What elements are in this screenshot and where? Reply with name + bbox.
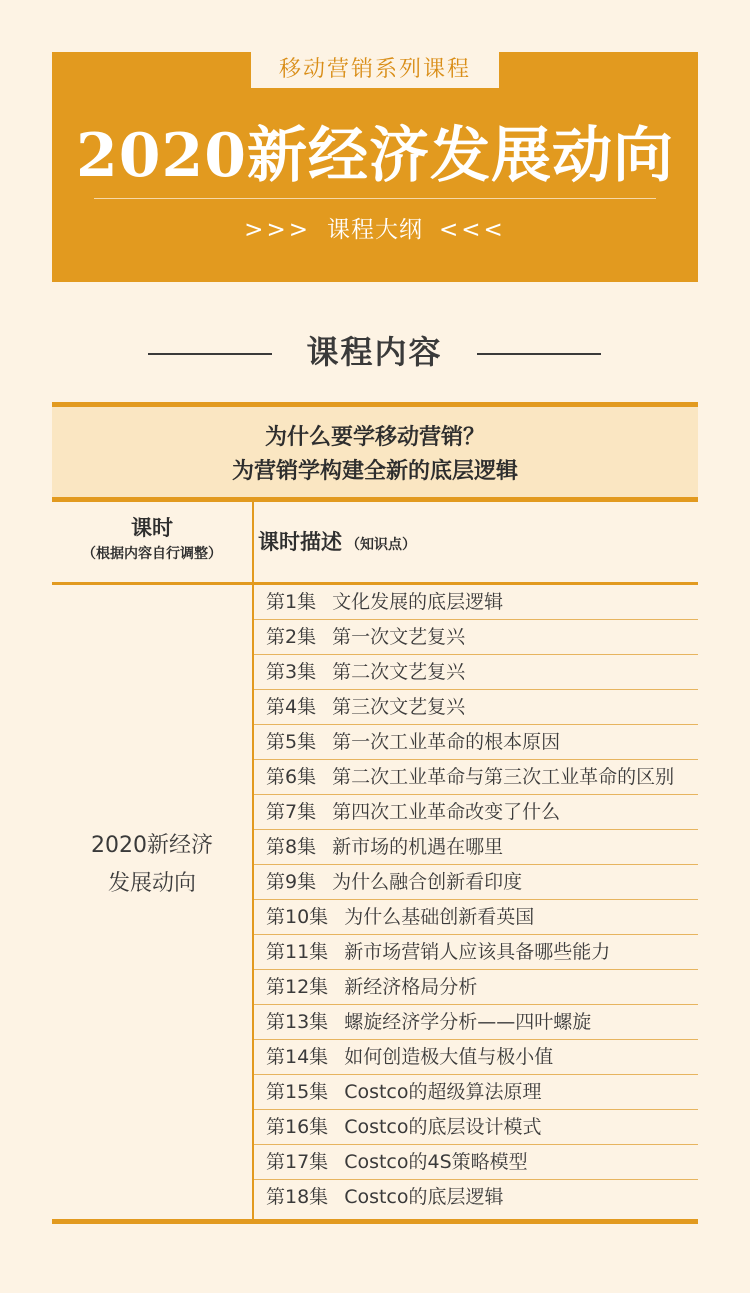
lesson-episode: 第12集 [266,976,329,998]
lesson-episode: 第9集 [266,871,317,893]
header-lesson-label: 课时 [131,516,173,540]
lesson-row [254,900,698,935]
header-description-column [258,502,688,582]
lesson-row [254,690,698,725]
lesson-row [254,585,698,620]
subtitle-text: 课程大纲 [327,217,423,243]
lesson-row [254,970,698,1005]
left-arrows: >>> [244,217,311,243]
lesson-row [254,1075,698,1110]
lesson-row [254,620,698,655]
table-bottom-rule [52,1219,698,1224]
lesson-title: Costco的底层设计模式 [344,1116,542,1138]
lesson-episode: 第1集 [266,591,317,613]
lesson-row [254,1005,698,1040]
lesson-title: 新市场营销人应该具备哪些能力 [344,941,611,963]
lesson-episode: 第13集 [266,1011,329,1033]
header-lesson-note: （根据内容自行调整） [82,546,222,562]
lesson-title: 第四次工业革命改变了什么 [332,801,561,823]
table-header-row [52,502,698,582]
lesson-episode: 第8集 [266,836,317,858]
group-label-line-1: 2020新经济 [91,833,213,858]
series-tag: 移动营销系列课程 [251,52,499,88]
lesson-episode: 第15集 [266,1081,329,1103]
lesson-episode: 第5集 [266,731,317,753]
lesson-episode: 第3集 [266,661,317,683]
lesson-episode: 第10集 [266,906,329,928]
course-table [52,402,698,1224]
lesson-row [254,725,698,760]
lesson-title: Costco的底层逻辑 [344,1186,504,1208]
lesson-episode: 第2集 [266,626,317,648]
lesson-title: Costco的4S策略模型 [344,1151,528,1173]
lesson-row [254,1145,698,1180]
lesson-title: 为什么融合创新看印度 [332,871,523,893]
lesson-row [254,1040,698,1075]
lesson-row [254,760,698,795]
lesson-episode: 第6集 [266,766,317,788]
heading-rule-left [148,353,272,355]
lesson-title: 第三次文艺复兴 [332,696,466,718]
lesson-row [254,865,698,900]
lesson-episode: 第16集 [266,1116,329,1138]
intro-band [52,407,698,497]
intro-line-1: 为什么要学移动营销？ [264,425,485,450]
intro-line-2: 为营销学构建全新的底层逻辑 [231,459,518,484]
lesson-row [254,830,698,865]
lesson-episode: 第7集 [266,801,317,823]
header-description-note: （知识点） [346,537,416,553]
right-arrows: <<< [439,217,506,243]
lesson-list [254,585,698,1219]
lesson-title: 第二次文艺复兴 [332,661,466,683]
lesson-episode: 第18集 [266,1186,329,1208]
lesson-row [254,935,698,970]
header-description-label: 课时描述 [258,530,342,554]
lesson-title: 文化发展的底层逻辑 [332,591,504,613]
course-group-label [52,827,252,903]
header-lesson-column [52,502,252,582]
header-banner [52,52,698,282]
lesson-title: 螺旋经济学分析——四叶螺旋 [344,1011,592,1033]
banner-divider [94,198,656,199]
lesson-title: 第一次工业革命的根本原因 [332,731,561,753]
heading-rule-right [477,353,601,355]
lesson-title: 第一次文艺复兴 [332,626,466,648]
group-label-line-2: 发展动向 [107,871,196,896]
lesson-row [254,795,698,830]
lesson-title: 为什么基础创新看英国 [344,906,535,928]
lesson-episode: 第11集 [266,941,329,963]
lesson-title: 新经济格局分析 [344,976,478,998]
lesson-row [254,1110,698,1145]
section-heading [0,324,750,380]
lesson-episode: 第17集 [266,1151,329,1173]
banner-subtitle [52,210,698,250]
lesson-title: Costco的超级算法原理 [344,1081,542,1103]
lesson-title: 新市场的机遇在哪里 [332,836,504,858]
page-title: 2020新经济发展动向 [76,121,674,191]
lesson-row [254,1180,698,1214]
section-title: 课程内容 [306,333,443,371]
lesson-episode: 第14集 [266,1046,329,1068]
lesson-title: 第二次工业革命与第三次工业革命的区别 [332,766,675,788]
lesson-row [254,655,698,690]
lesson-episode: 第4集 [266,696,317,718]
lesson-title: 如何创造极大值与极小值 [344,1046,554,1068]
